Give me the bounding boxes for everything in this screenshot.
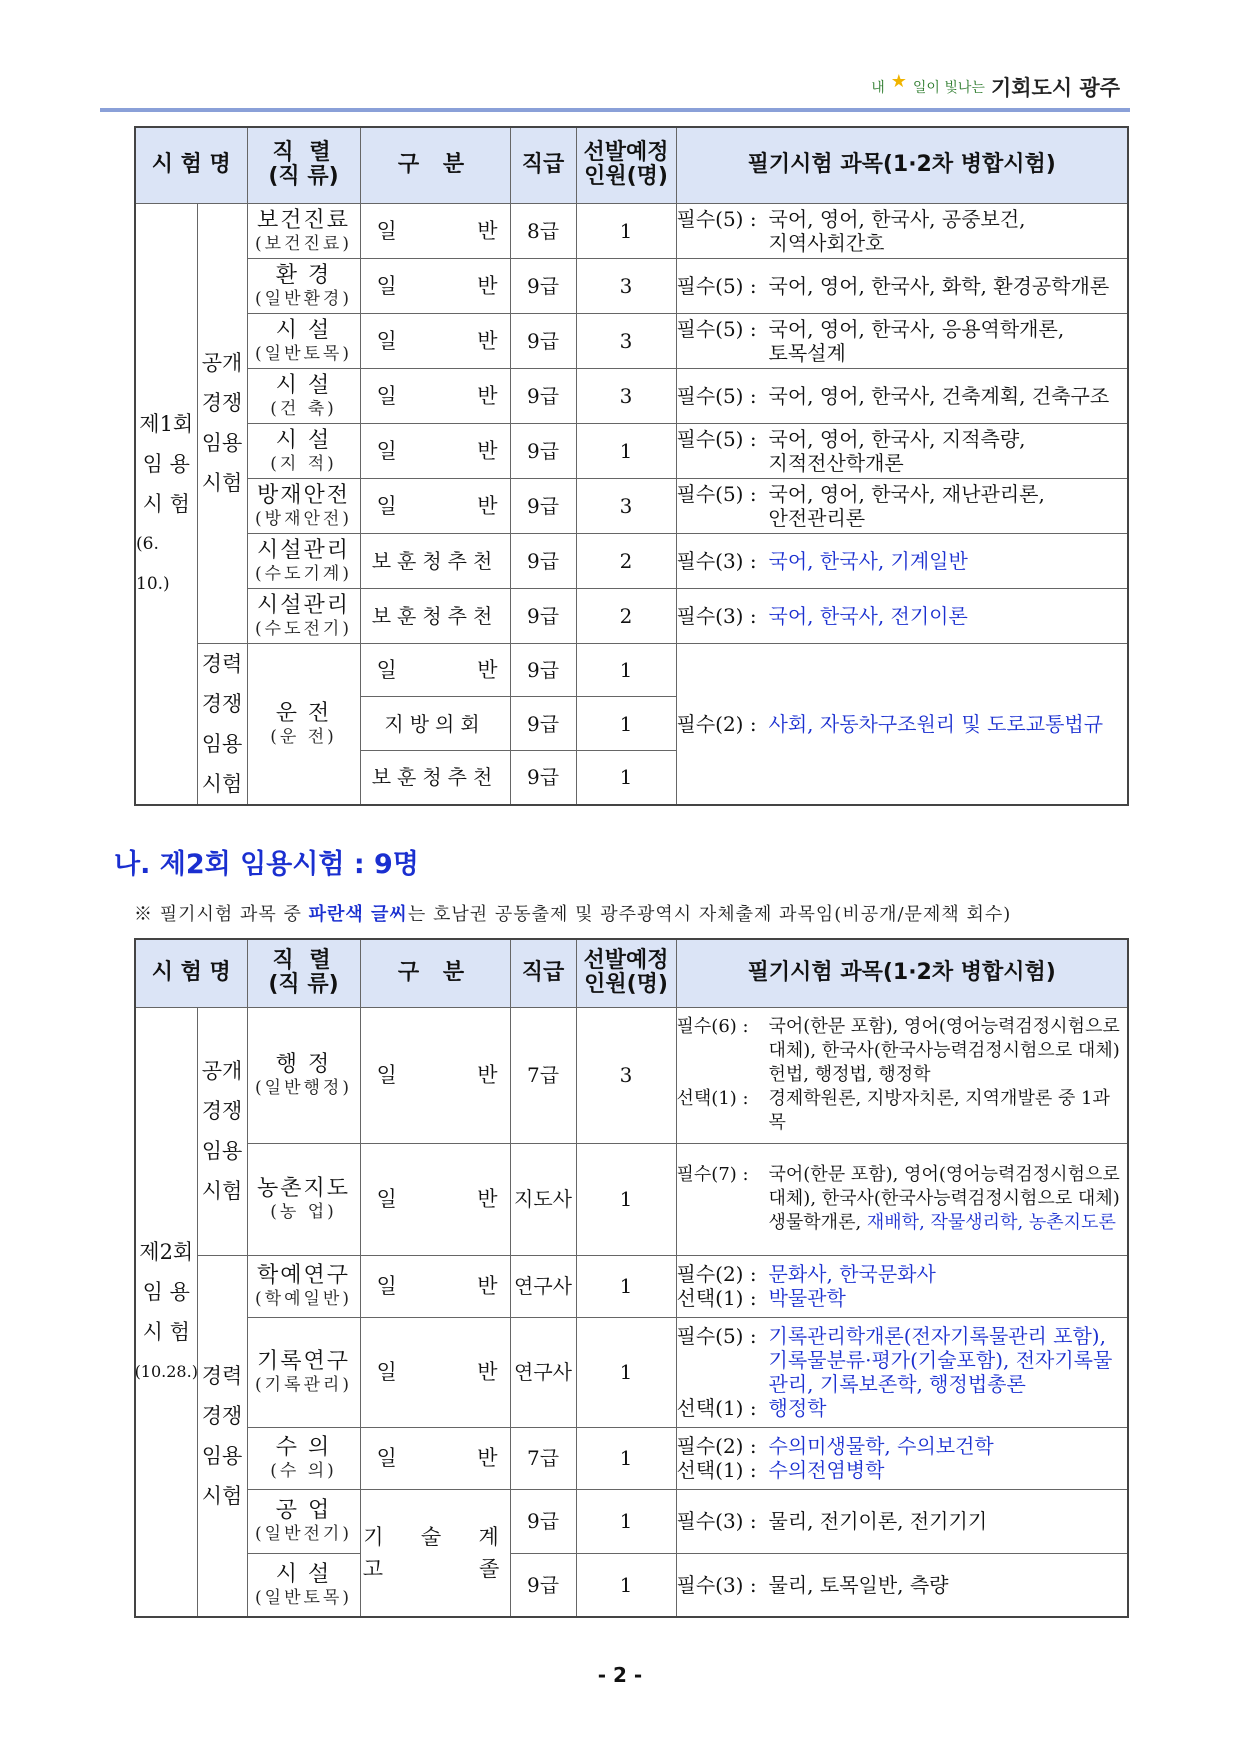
subjects-cell: 필수(6) : 국어(한문 포함), 영어(영어능력검정시험으로 대체), 한국사(한국사능력검정시험으로 대체) 헌법, 행정법, 행정학 선택(1) : 경제학원론, 지방자치론, 지역개발론 중 1과목 xyxy=(676,1007,1128,1143)
gubun-cell: 일 반 xyxy=(360,368,510,423)
count-cell: 1 xyxy=(576,751,676,805)
subjects-cell: 필수(5) : 국어, 영어, 한국사, 화학, 환경공학개론 xyxy=(676,258,1128,313)
col-gubun: 구 분 xyxy=(360,939,510,1007)
slogan: 일이 빛나는 xyxy=(912,80,985,96)
count-cell: 1 xyxy=(576,1427,676,1489)
grade-cell: 연구사 xyxy=(510,1255,576,1317)
subjects-cell: 필수(7) : 국어(한문 포함), 영어(영어능력검정시험으로 대체), 한국사(한국사능력검정시험으로 대체) 생물학개론, 재배학, 작물생리학, 농촌지도론 xyxy=(676,1143,1128,1255)
job-cell: 시설관리 (수도전기) xyxy=(247,588,360,643)
gubun-cell: 일 반 xyxy=(360,203,510,258)
gubun-cell: 보훈청추천 xyxy=(360,588,510,643)
count-cell: 1 xyxy=(576,1553,676,1617)
col-subjects: 필기시험 과목(1·2차 병합시험) xyxy=(676,939,1128,1007)
gubun-cell: 일 반 xyxy=(360,1427,510,1489)
job-cell: 운 전 (운 전) xyxy=(247,643,360,805)
gubun-cell: 일 반 xyxy=(360,643,510,697)
grade-cell: 9급 xyxy=(510,588,576,643)
grade-cell: 8급 xyxy=(510,203,576,258)
job-cell: 시 설 (건 축) xyxy=(247,368,360,423)
gubun-cell: 일 반 xyxy=(360,1255,510,1317)
count-cell: 2 xyxy=(576,533,676,588)
subjects-cell: 필수(5) : 국어, 영어, 한국사, 건축계획, 건축구조 xyxy=(676,368,1128,423)
exam-name-2: 제2회 임 용 시 험 (10.28.) xyxy=(135,1007,197,1617)
section-title: 나. 제2회 임용시험 : 9명 xyxy=(114,849,419,880)
grade-cell: 9급 xyxy=(510,313,576,368)
gubun-cell: 지방의회 xyxy=(360,697,510,751)
gubun-cell: 일 반 xyxy=(360,1143,510,1255)
category-career: 경력 경쟁 임용 시험 xyxy=(197,643,247,805)
table-row xyxy=(135,588,1128,643)
category-career: 경력 경쟁 임용 시험 xyxy=(197,1255,247,1617)
grade-cell: 7급 xyxy=(510,1007,576,1143)
count-cell: 3 xyxy=(576,258,676,313)
city-name: 기회도시 광주 xyxy=(990,76,1120,100)
subjects-cell: 필수(5) : 국어, 영어, 한국사, 지적측량, 지적전산학개론 xyxy=(676,423,1128,478)
table-header xyxy=(135,939,1128,1007)
gubun-cell: 일 반 xyxy=(360,1007,510,1143)
count-cell: 1 xyxy=(576,1489,676,1553)
table-row xyxy=(135,478,1128,533)
grade-cell: 9급 xyxy=(510,697,576,751)
count-cell: 1 xyxy=(576,643,676,697)
gubun-cell: 일 반 xyxy=(360,313,510,368)
subjects-cell: 필수(2) : 수의미생물학, 수의보건학 선택(1) : 수의전염병학 xyxy=(676,1427,1128,1489)
count-cell: 2 xyxy=(576,588,676,643)
grade-cell: 9급 xyxy=(510,1553,576,1617)
count-cell: 1 xyxy=(576,203,676,258)
gubun-cell: 보훈청추천 xyxy=(360,751,510,805)
table-header xyxy=(135,127,1128,203)
subjects-cell: 필수(5) : 기록관리학개론(전자기록물관리 포함), 기록물분류·평가(기술포함), 전자기록물관리, 기록보존학, 행정법총론 선택(1) : 행정학 xyxy=(676,1317,1128,1427)
table-row xyxy=(135,533,1128,588)
col-job: 직 렬 (직 류) xyxy=(247,127,360,203)
table-row xyxy=(135,643,1128,697)
city-logo xyxy=(871,72,1120,102)
slogan-prefix: 내 xyxy=(871,80,885,96)
col-job: 직 렬 (직 류) xyxy=(247,939,360,1007)
col-exam: 시 험 명 xyxy=(135,939,247,1007)
subjects-cell: 필수(3) : 물리, 전기이론, 전기기기 xyxy=(676,1489,1128,1553)
gubun-cell: 일 반 xyxy=(360,423,510,478)
grade-cell: 9급 xyxy=(510,751,576,805)
count-cell: 3 xyxy=(576,478,676,533)
count-cell: 3 xyxy=(576,1007,676,1143)
count-cell: 1 xyxy=(576,1143,676,1255)
subjects-cell: 필수(3) : 물리, 토목일반, 측량 xyxy=(676,1553,1128,1617)
job-cell: 방재안전 (방재안전) xyxy=(247,478,360,533)
note: ※ 필기시험 과목 중 파란색 글씨는 호남권 공동출제 및 광주광역시 자체출제 과목임(비공개/문제책 회수) xyxy=(134,904,1012,925)
page-number: - 2 - xyxy=(597,1663,643,1687)
table-row xyxy=(135,1317,1128,1427)
job-cell: 시설관리 (수도기계) xyxy=(247,533,360,588)
grade-cell: 9급 xyxy=(510,258,576,313)
table-row xyxy=(135,258,1128,313)
job-cell: 공 업 (일반전기) xyxy=(247,1489,360,1553)
job-cell: 시 설 (일반토목) xyxy=(247,313,360,368)
count-cell: 3 xyxy=(576,368,676,423)
job-cell: 수 의 (수 의) xyxy=(247,1427,360,1489)
job-cell: 행 정 (일반행정) xyxy=(247,1007,360,1143)
gubun-cell: 일 반 xyxy=(360,478,510,533)
count-cell: 1 xyxy=(576,697,676,751)
count-cell: 1 xyxy=(576,1255,676,1317)
grade-cell: 9급 xyxy=(510,533,576,588)
grade-cell: 연구사 xyxy=(510,1317,576,1427)
grade-cell: 지도사 xyxy=(510,1143,576,1255)
category-open: 공개 경쟁 임용 시험 xyxy=(197,1007,247,1255)
job-cell: 환 경 (일반환경) xyxy=(247,258,360,313)
star-icon: ★ xyxy=(890,70,907,92)
job-cell: 기록연구 (기록관리) xyxy=(247,1317,360,1427)
gubun-cell: 일 반 xyxy=(360,1317,510,1427)
subjects-cell: 필수(3) : 국어, 한국사, 기계일반 xyxy=(676,533,1128,588)
exam-name-1: 제1회 임 용 시 험 (6. 10.) xyxy=(135,203,197,805)
gubun-cell: 보훈청추천 xyxy=(360,533,510,588)
col-count: 선발예정 인원(명) xyxy=(576,939,676,1007)
count-cell: 1 xyxy=(576,423,676,478)
job-cell: 보건진료 (보건진료) xyxy=(247,203,360,258)
col-grade: 직급 xyxy=(510,127,576,203)
col-count: 선발예정 인원(명) xyxy=(576,127,676,203)
table-row xyxy=(135,423,1128,478)
grade-cell: 7급 xyxy=(510,1427,576,1489)
subjects-cell: 필수(5) : 국어, 영어, 한국사, 응용역학개론, 토목설계 xyxy=(676,313,1128,368)
subjects-cell: 필수(5) : 국어, 영어, 한국사, 재난관리론, 안전관리론 xyxy=(676,478,1128,533)
gubun-cell: 일 반 xyxy=(360,258,510,313)
category-open: 공개 경쟁 임용 시험 xyxy=(197,203,247,643)
subjects-cell: 필수(5) : 국어, 영어, 한국사, 공중보건, 지역사회간호 xyxy=(676,203,1128,258)
grade-cell: 9급 xyxy=(510,643,576,697)
table-row xyxy=(135,313,1128,368)
table-row xyxy=(135,203,1128,258)
header-divider xyxy=(100,108,1130,112)
job-cell: 시 설 (일반토목) xyxy=(247,1553,360,1617)
col-gubun: 구 분 xyxy=(360,127,510,203)
job-cell: 학예연구 (학예일반) xyxy=(247,1255,360,1317)
table-row xyxy=(135,1143,1128,1255)
grade-cell: 9급 xyxy=(510,423,576,478)
grade-cell: 9급 xyxy=(510,1489,576,1553)
table-row xyxy=(135,1427,1128,1489)
col-grade: 직급 xyxy=(510,939,576,1007)
table-row xyxy=(135,1007,1128,1143)
grade-cell: 9급 xyxy=(510,478,576,533)
table-row xyxy=(135,1255,1128,1317)
grade-cell: 9급 xyxy=(510,368,576,423)
exam-table-2 xyxy=(134,938,1129,1618)
gubun-cell: 기 술 계 고 졸 xyxy=(360,1489,510,1617)
table-row xyxy=(135,368,1128,423)
subjects-cell: 필수(2) : 사회, 자동차구조원리 및 도로교통법규 xyxy=(676,643,1128,805)
exam-table-1 xyxy=(134,126,1129,806)
subjects-cell: 필수(3) : 국어, 한국사, 전기이론 xyxy=(676,588,1128,643)
job-cell: 농촌지도 (농 업) xyxy=(247,1143,360,1255)
count-cell: 3 xyxy=(576,313,676,368)
count-cell: 1 xyxy=(576,1317,676,1427)
table-row xyxy=(135,1489,1128,1553)
col-subjects: 필기시험 과목(1·2차 병합시험) xyxy=(676,127,1128,203)
table-row xyxy=(135,1553,1128,1617)
job-cell: 시 설 (지 적) xyxy=(247,423,360,478)
subjects-cell: 필수(2) : 문화사, 한국문화사 선택(1) : 박물관학 xyxy=(676,1255,1128,1317)
col-exam: 시 험 명 xyxy=(135,127,247,203)
